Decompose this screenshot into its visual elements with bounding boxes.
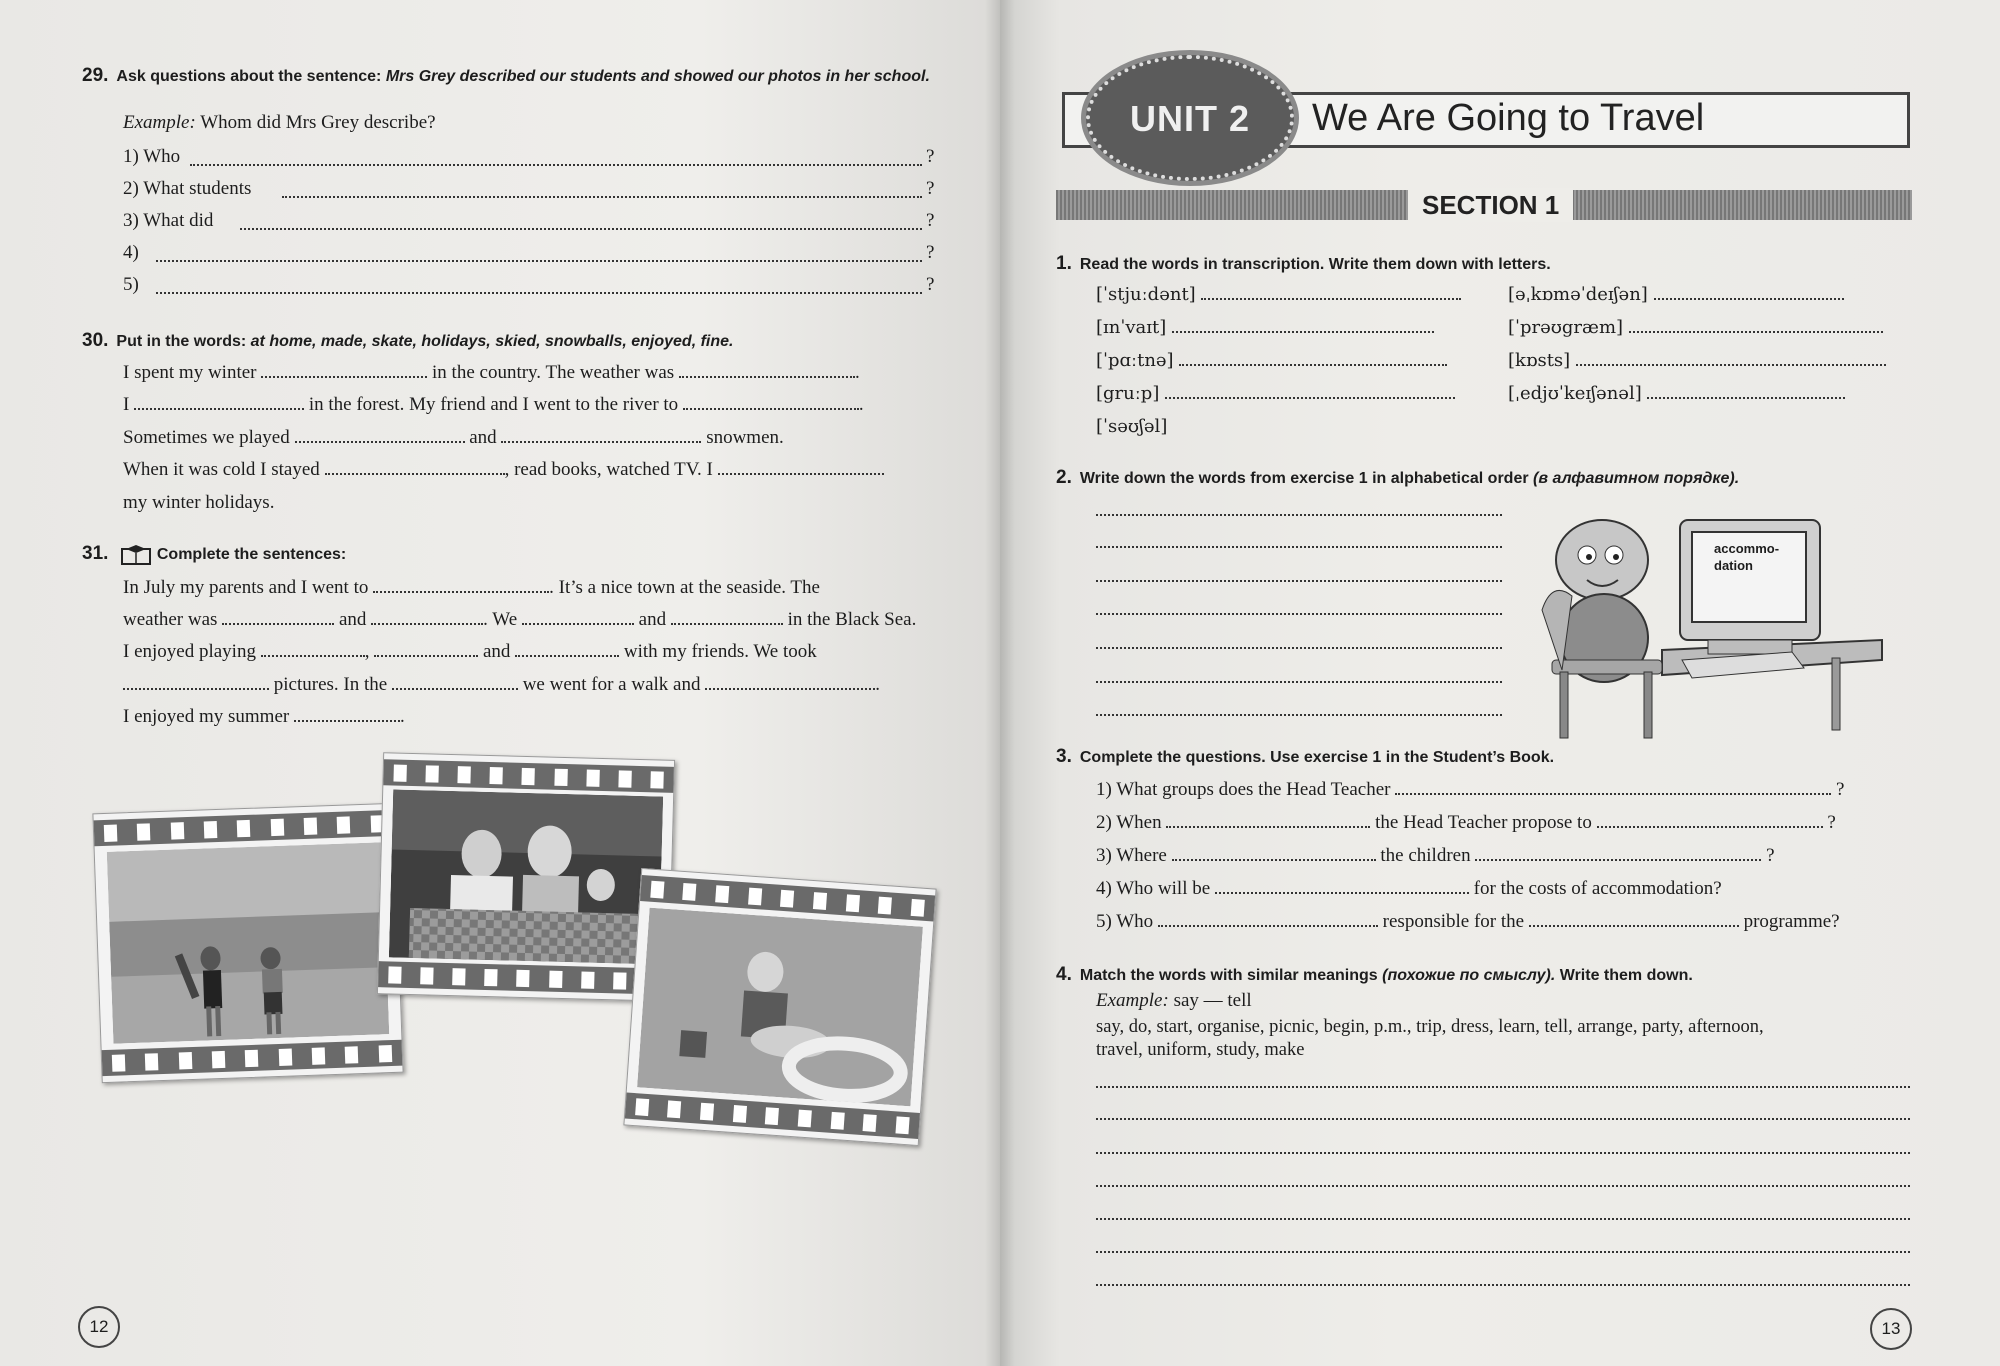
answer-line[interactable] bbox=[1096, 1251, 1910, 1253]
unit-title: We Are Going to Travel bbox=[1312, 97, 1705, 139]
question-mark: ? bbox=[926, 274, 935, 295]
ex4-word-list: say, do, start, organise, picnic, begin, p.m., trip, dress, learn, tell, arrange, party, afternoon, bbox=[1096, 1017, 1764, 1037]
answer-line[interactable] bbox=[1096, 1152, 1910, 1154]
ex4-heading: 4. Match the words with similar meanings (похожие по смыслу). Write them down. bbox=[1056, 964, 1693, 985]
ex3-line-4: 4) Who will be for the costs of accommodation? bbox=[1096, 878, 1722, 899]
ex31-line-3: I enjoyed playing , and with my friends. We took bbox=[123, 641, 817, 662]
question-mark: ? bbox=[926, 210, 935, 231]
answer-line[interactable] bbox=[1096, 613, 1502, 615]
transcription-1: [ˈstjuːdənt] bbox=[1096, 284, 1461, 305]
family-picnic-photo bbox=[389, 789, 663, 964]
ex3-line-1: 1) What groups does the Head Teacher ? bbox=[1096, 779, 1845, 800]
ex3-line-5: 5) Who responsible for the programme? bbox=[1096, 911, 1840, 932]
ex3-line-2: 2) When the Head Teacher propose to ? bbox=[1096, 812, 1836, 833]
ex29-example: Example: Whom did Mrs Grey describe? bbox=[123, 112, 436, 133]
question-mark: ? bbox=[926, 178, 935, 199]
ex29-item-4: 4) bbox=[123, 242, 139, 263]
answer-line[interactable] bbox=[1096, 1118, 1910, 1120]
beach-children-photo bbox=[107, 842, 390, 1044]
answer-line[interactable] bbox=[282, 196, 922, 198]
ex30-line-1: I spent my winter in the country. The weather was . bbox=[123, 362, 860, 383]
book-gutter bbox=[985, 0, 1015, 1366]
answer-line[interactable] bbox=[1096, 681, 1502, 683]
answer-line[interactable] bbox=[1096, 580, 1502, 582]
ex4-word-list-continued: travel, uniform, study, make bbox=[1096, 1040, 1305, 1060]
question-mark: ? bbox=[926, 146, 935, 167]
sand-photo-frame bbox=[623, 868, 936, 1146]
answer-line[interactable] bbox=[1096, 714, 1502, 716]
ex31-heading: 31. Complete the sentences: bbox=[82, 543, 347, 564]
answer-line[interactable] bbox=[1096, 1284, 1910, 1286]
ex31-line-2: weather was and . We and in the Black Sea. bbox=[123, 609, 917, 630]
transcription-3: [ˈpɑːtnə] bbox=[1096, 350, 1447, 371]
ex1-heading: 1. Read the words in transcription. Write them down with letters. bbox=[1056, 253, 1551, 274]
transcription-8: [kɒsts] bbox=[1508, 350, 1886, 371]
page-number: 13 bbox=[1870, 1308, 1912, 1350]
unit-label: UNIT 2 bbox=[1129, 98, 1250, 139]
ex31-line-1: In July my parents and I went to . It’s a nice town at the seaside. The bbox=[123, 577, 820, 598]
ex30-line-2: I in the forest. My friend and I went to the river to . bbox=[123, 394, 864, 415]
transcription-9: [ˌedjʊˈkeɪʃənəl] bbox=[1508, 383, 1845, 404]
answer-line[interactable] bbox=[156, 292, 922, 294]
page-number: 12 bbox=[78, 1306, 120, 1348]
ex29-item-3: 3) What did bbox=[123, 210, 214, 231]
answer-line[interactable] bbox=[1096, 1086, 1910, 1088]
transcription-2: [ɪnˈvaɪt] bbox=[1096, 317, 1434, 338]
teacher-book-icon bbox=[121, 545, 151, 565]
transcription-5: [ˈsəʊʃəl] bbox=[1096, 416, 1168, 437]
ex4-example: Example: say — tell bbox=[1096, 990, 1252, 1011]
answer-line[interactable] bbox=[1096, 546, 1502, 548]
answer-line[interactable] bbox=[156, 260, 922, 262]
ex29-item-1: 1) Who bbox=[123, 146, 181, 167]
transcription-6: [əˌkɒməˈdeɪʃən] bbox=[1508, 284, 1844, 305]
transcription-4: [gruːp] bbox=[1096, 383, 1455, 404]
ex30-heading: 30. Put in the words: at home, made, skate, holidays, skied, snowballs, enjoyed, fine. bbox=[82, 330, 734, 351]
ex29-heading: 29. Ask questions about the sentence: Mrs Grey described our students and showed our photos in her school. bbox=[82, 65, 930, 86]
family-photo-frame bbox=[377, 752, 675, 1002]
answer-line[interactable] bbox=[190, 164, 922, 166]
ex30-line-3: Sometimes we played and snowmen. bbox=[123, 427, 784, 448]
ex2-heading: 2. Write down the words from exercise 1 in alphabetical order (в алфавитном порядке). bbox=[1056, 467, 1740, 488]
ex30-line-4: When it was cold I stayed , read books, watched TV. I bbox=[123, 459, 884, 481]
section-label: SECTION 1 bbox=[1408, 188, 1573, 222]
computer-screen-text: accommo- dation bbox=[1714, 541, 1780, 573]
ex31-line-4: pictures. In the we went for a walk and . bbox=[123, 674, 880, 696]
ex3-line-3: 3) Where the children ? bbox=[1096, 845, 1775, 866]
transcription-7: [ˈprəʊgræm] bbox=[1508, 317, 1883, 338]
beach-photo-frame bbox=[92, 803, 403, 1083]
answer-line[interactable] bbox=[240, 228, 922, 230]
answer-line[interactable] bbox=[1096, 1185, 1910, 1187]
ex29-item-5: 5) bbox=[123, 274, 139, 295]
cartoon-boy-computer-illustration bbox=[1532, 500, 1884, 740]
ex31-line-5: I enjoyed my summer . bbox=[123, 706, 405, 727]
ex29-item-2: 2) What students bbox=[123, 178, 252, 199]
question-mark: ? bbox=[926, 242, 935, 263]
answer-line[interactable] bbox=[1096, 647, 1502, 649]
ex3-heading: 3. Complete the questions. Use exercise 1 in the Student’s Book. bbox=[1056, 746, 1555, 767]
ex30-line-5: my winter holidays. bbox=[123, 492, 275, 513]
answer-line[interactable] bbox=[1096, 1218, 1910, 1220]
answer-line[interactable] bbox=[1096, 514, 1502, 516]
girl-on-sand-photo bbox=[637, 908, 923, 1107]
